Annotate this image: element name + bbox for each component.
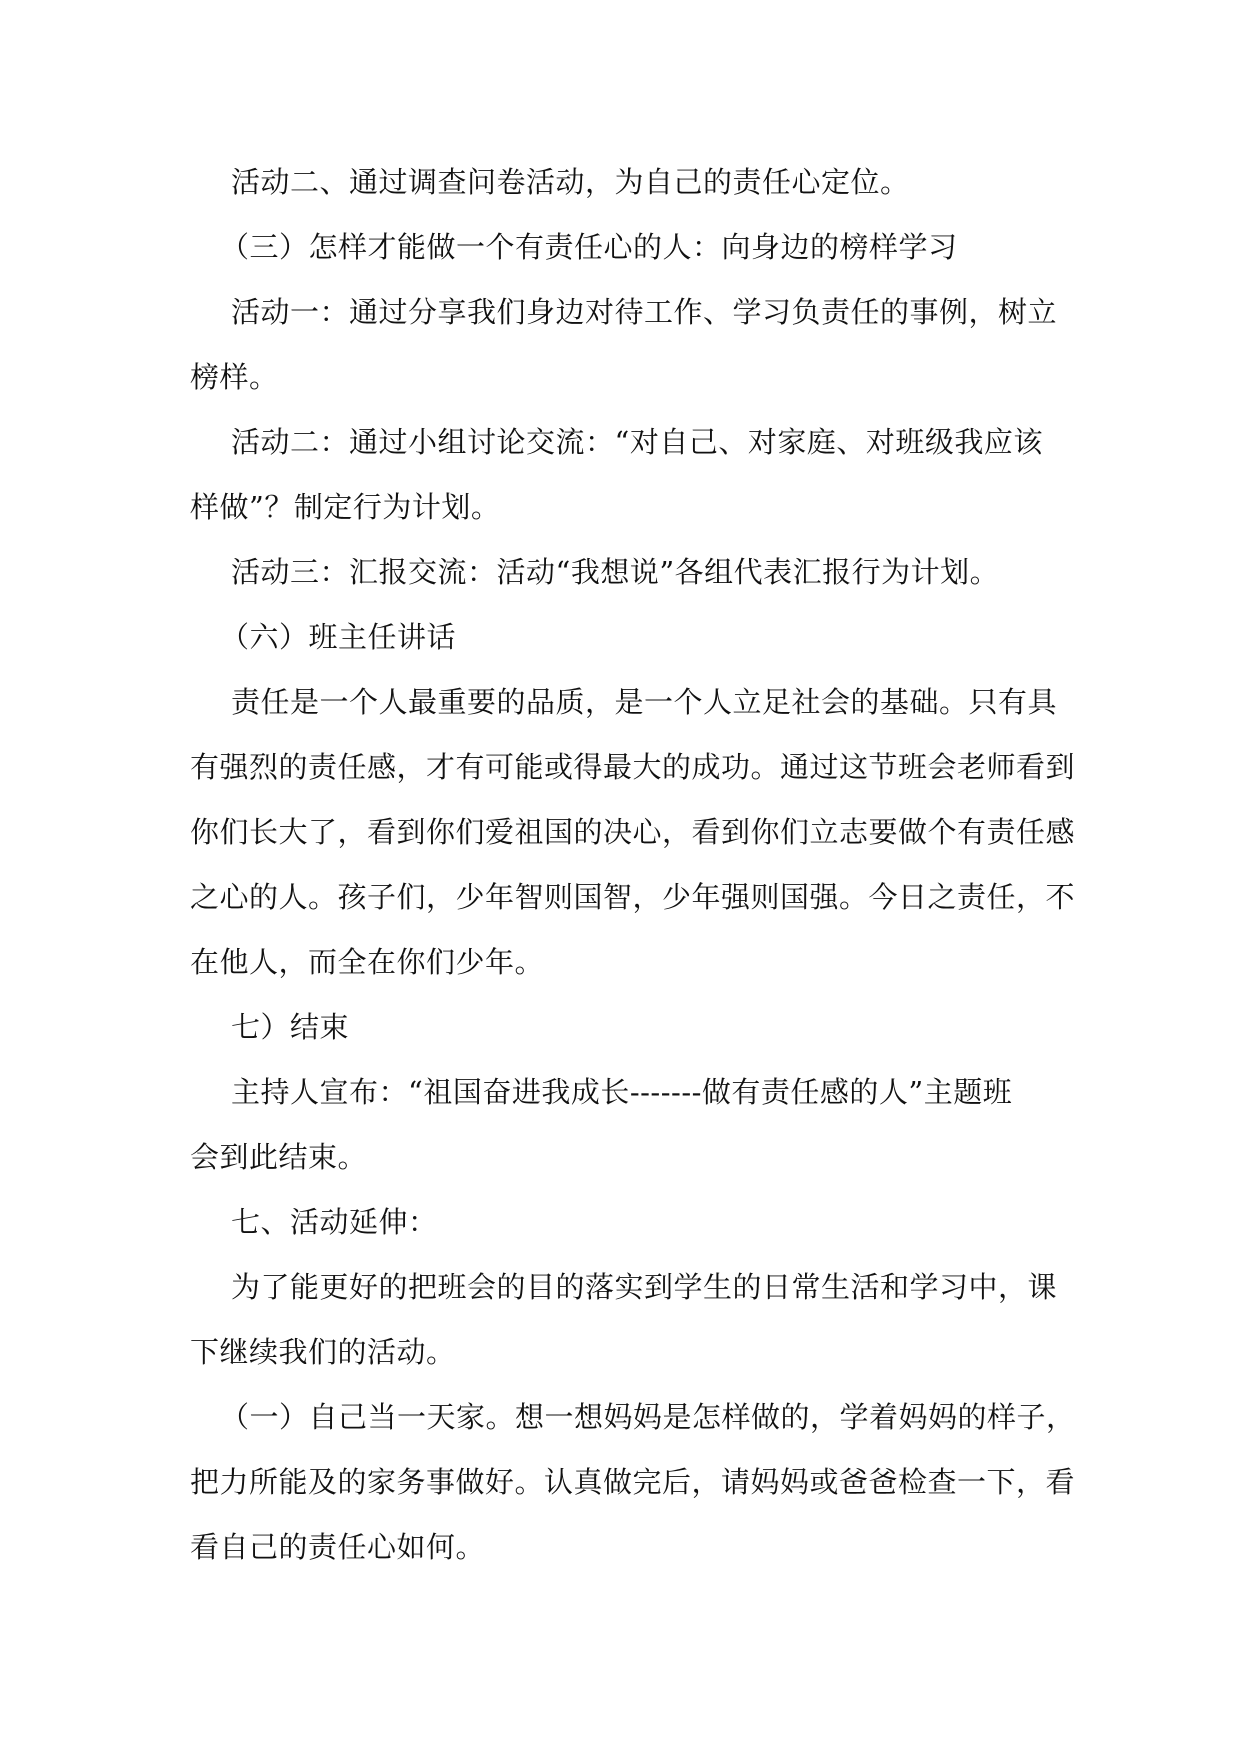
- paragraph-line: 有强烈的责任感，才有可能或得最大的成功。通过这节班会老师看到: [190, 750, 1076, 784]
- paragraph-line: 之心的人。孩子们，少年智则国智，少年强则国强。今日之责任，不: [190, 880, 1076, 914]
- paragraph-line: 为了能更好的把班会的目的落实到学生的日常生活和学习中，课: [231, 1270, 1058, 1304]
- paragraph-line: 下继续我们的活动。: [190, 1335, 456, 1369]
- paragraph-line: 活动三：汇报交流：活动“我想说”各组代表汇报行为计划。: [231, 555, 1000, 589]
- paragraph-line: 把力所能及的家务事做好。认真做完后，请妈妈或爸爸检查一下，看: [190, 1465, 1076, 1499]
- paragraph-line: 会到此结束。: [190, 1140, 368, 1174]
- paragraph-line: 榜样。: [190, 360, 279, 394]
- paragraph-line: 样做”？制定行为计划。: [190, 490, 501, 524]
- paragraph-line: （一）自己当一天家。想一想妈妈是怎样做的，学着妈妈的样子，: [220, 1400, 1076, 1434]
- paragraph-line: 在他人，而全在你们少年。: [190, 945, 545, 979]
- paragraph-line: 看自己的责任心如何。: [190, 1530, 486, 1564]
- paragraph-line: 活动一：通过分享我们身边对待工作、学习负责任的事例，树立: [231, 295, 1058, 329]
- paragraph-line: 你们长大了，看到你们爱祖国的决心，看到你们立志要做个有责任感: [190, 815, 1076, 849]
- section-heading: （三）怎样才能做一个有责任心的人：向身边的榜样学习: [220, 230, 958, 264]
- paragraph-line: 活动二：通过小组讨论交流：“对自己、对家庭、对班级我应该: [231, 425, 1043, 459]
- section-heading: 七、活动延伸：: [231, 1205, 438, 1239]
- paragraph-line: 主持人宣布：“祖国奋进我成长-------做有责任感的人”主题班: [231, 1075, 1013, 1109]
- paragraph-line: 活动二、通过调查问卷活动，为自己的责任心定位。: [231, 165, 910, 199]
- section-heading: 七）结束: [231, 1010, 350, 1044]
- section-heading: （六）班主任讲话: [220, 620, 457, 654]
- paragraph-line: 责任是一个人最重要的品质，是一个人立足社会的基础。只有具: [231, 685, 1058, 719]
